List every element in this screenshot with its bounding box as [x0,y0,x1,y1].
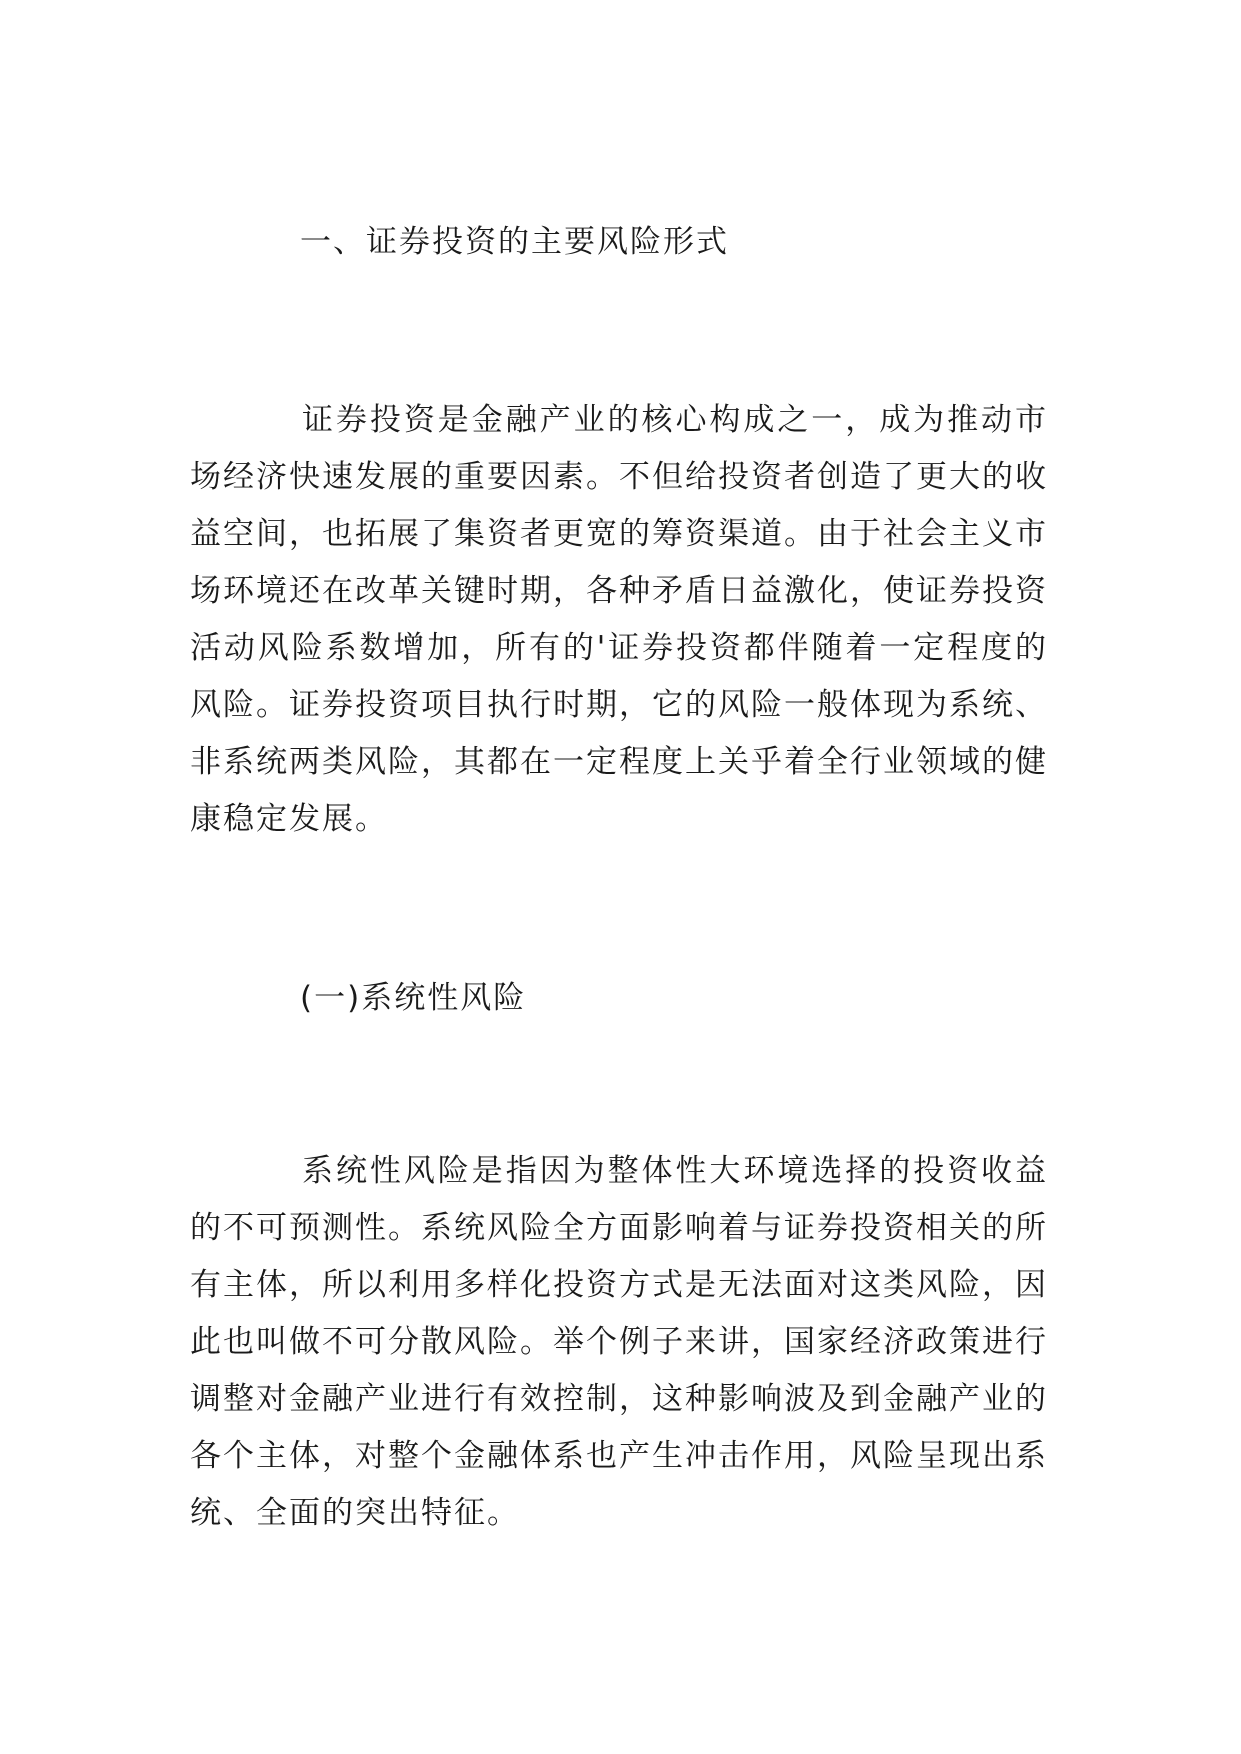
body-paragraph: 证券投资是金融产业的核心构成之一，成为推动市场经济快速发展的重要因素。不但给投资者创造了更大的收益空间，也拓展了集资者更宽的筹资渠道。由于社会主义市场环境还在改革关键时期，各种矛盾日益激化，使证券投资活动风险系数增加，所有的'证券投资都伴随着一定程度的风险。证券投资项目执行时期，它的风险一般体现为系统、非系统两类风险，其都在一定程度上关乎着全行业领域的健康稳定发展。 [190,402,1048,837]
body-paragraph: 系统性风险是指因为整体性大环境选择的投资收益的不可预测性。系统风险全方面影响着与证券投资相关的所有主体，所以利用多样化投资方式是无法面对这类风险，因此也叫做不可分散风险。举个例子来讲，国家经济政策进行调整对金融产业进行有效控制，这种影响波及到金融产业的各个主体，对整个金融体系也产生冲击作用，风险呈现出系统、全面的突出特征。 [190,1153,1048,1531]
subsection-heading: (一)系统性风险 [300,980,527,1016]
section-heading: 一、证券投资的主要风险形式 [300,224,729,260]
